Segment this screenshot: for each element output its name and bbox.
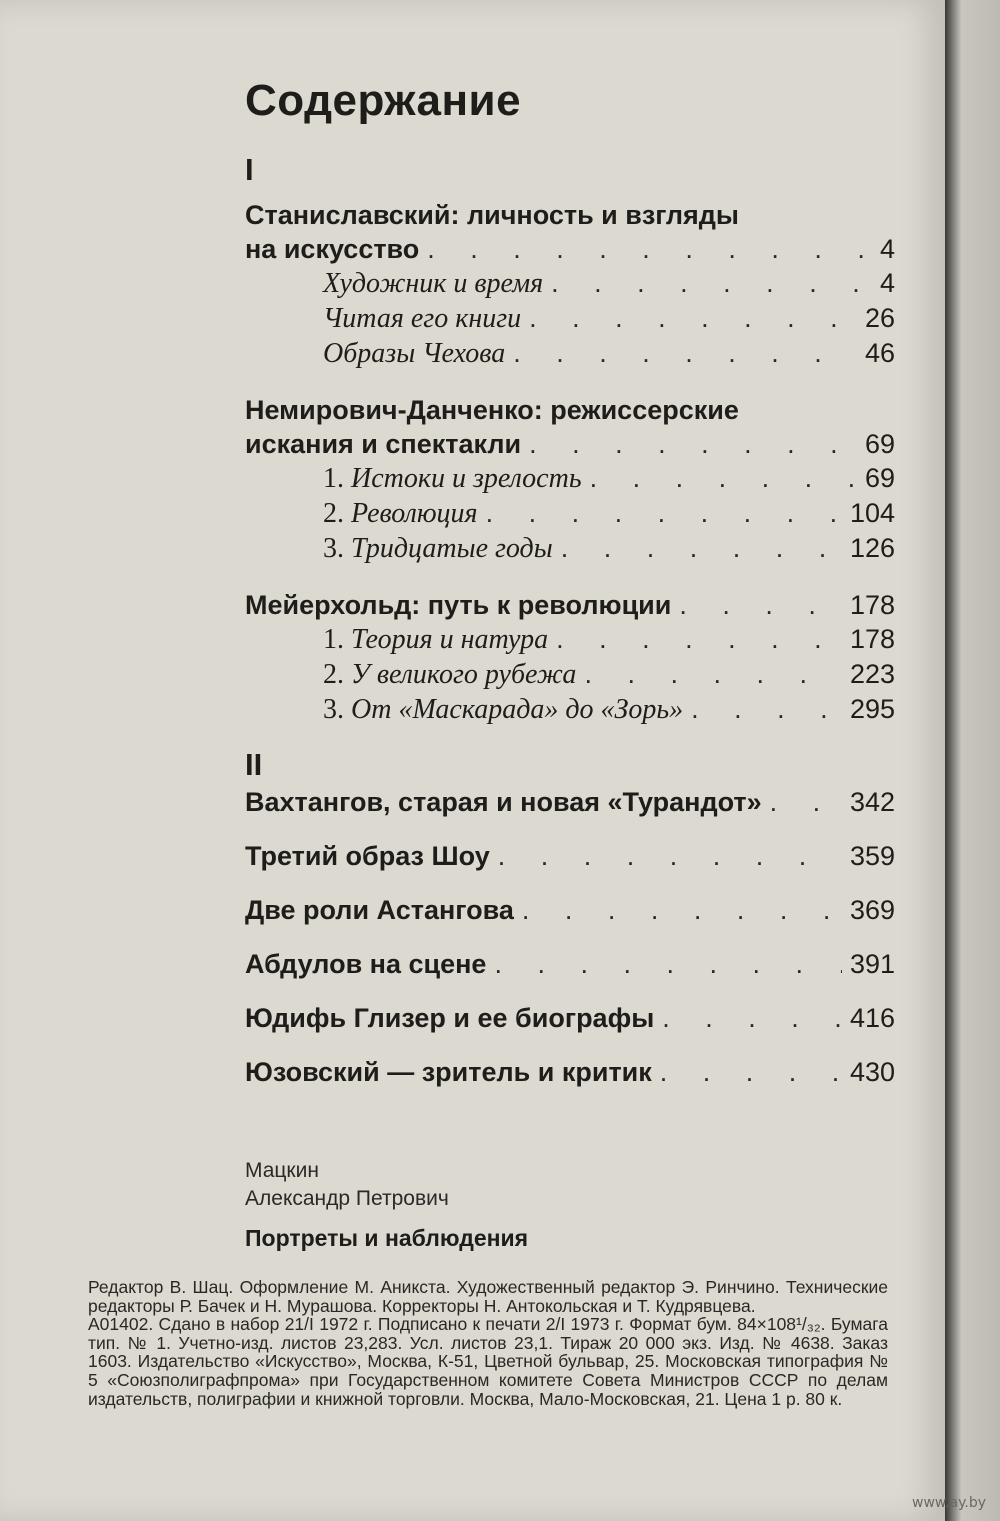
toc-page-number: 391 <box>849 949 895 979</box>
toc-entry-number: 1. <box>323 463 344 494</box>
toc-entry-title: Юдифь Глизер и ее биографы <box>245 1003 655 1033</box>
toc-page-number: 359 <box>849 841 895 871</box>
toc-entry-title: Истоки и зрелость <box>351 463 582 494</box>
leader-dots <box>529 301 857 335</box>
leader-dots <box>513 336 857 370</box>
toc-entry-number: 3. <box>323 694 344 725</box>
toc-page-number: 126 <box>849 533 895 563</box>
leader-dots <box>556 622 842 656</box>
toc-entry-title: Третий образ Шоу <box>245 841 490 871</box>
colophon <box>245 1157 895 1253</box>
toc-section-nemirovich <box>245 393 895 566</box>
leader-dots <box>561 531 842 565</box>
toc-page-number: 4 <box>879 234 895 264</box>
toc-entry-title: Мейерхольд: путь к революции <box>245 590 672 620</box>
author-surname: Мацкин <box>245 1159 319 1182</box>
toc-entry-number: 3. <box>323 533 344 564</box>
leader-dots <box>660 1055 842 1089</box>
toc-section-stanislavsky <box>245 198 895 371</box>
toc-entry-title: От «Маскарада» до «Зорь» <box>351 694 684 725</box>
leader-dots <box>662 1001 842 1035</box>
toc-subentry <box>245 622 895 657</box>
toc-entry-number: 2. <box>323 498 344 529</box>
toc-entry <box>245 839 895 873</box>
toc-page-number: 223 <box>849 659 895 689</box>
toc-entry <box>245 588 895 622</box>
toc-page-number: 416 <box>849 1003 895 1033</box>
toc-page-number: 4 <box>879 268 895 298</box>
toc-entry-title: Революция <box>351 498 478 529</box>
toc-entry <box>245 1001 895 1035</box>
toc-page-number: 342 <box>849 787 895 817</box>
toc-entry-title: на искусство <box>245 234 420 264</box>
leader-dots <box>590 461 857 495</box>
toc-entry <box>245 893 895 927</box>
toc-page-number: 430 <box>849 1057 895 1087</box>
toc-page-number: 295 <box>849 694 895 724</box>
site-watermark: www.ay.by <box>912 1495 987 1511</box>
toc-subentry <box>245 266 895 301</box>
part-heading-i: I <box>245 152 254 187</box>
toc-section-heading: Немирович-Данченко: режиссерские <box>245 395 739 425</box>
toc-entry-title: Абдулов на сцене <box>245 949 487 979</box>
leader-dots <box>551 266 872 300</box>
toc-subentry <box>245 657 895 692</box>
toc-section-heading: Станиславский: личность и взгляды <box>245 200 739 230</box>
toc-entry <box>245 427 895 461</box>
imprint-block <box>88 1278 888 1408</box>
toc-page-number: 69 <box>864 429 895 459</box>
toc-subentry <box>245 531 895 566</box>
leader-dots <box>522 893 842 927</box>
leader-dots <box>584 657 842 691</box>
toc-entry <box>245 1055 895 1089</box>
toc-entry-title: Вахтангов, старая и новая «Турандот» <box>245 787 762 817</box>
toc-subentry <box>245 336 895 371</box>
leader-dots <box>770 785 842 819</box>
toc-entry-title: Юзовский — зритель и критик <box>245 1057 652 1087</box>
toc-entry-title: Художник и время <box>323 268 544 299</box>
leader-dots <box>498 839 842 873</box>
toc-page-number: 46 <box>864 338 895 368</box>
leader-dots <box>427 232 872 266</box>
toc-page-number: 104 <box>849 498 895 528</box>
toc-entry-number: 2. <box>323 659 344 690</box>
toc-subentry <box>245 692 895 727</box>
toc-page-number: 369 <box>849 895 895 925</box>
book-title: Портреты и наблюдения <box>245 1225 529 1251</box>
toc-page-number: 178 <box>849 624 895 654</box>
leader-dots <box>529 427 857 461</box>
toc-page-number: 69 <box>864 463 895 493</box>
toc-entry <box>245 785 895 819</box>
toc-part-ii <box>245 785 895 1089</box>
toc-entry-number: 1. <box>323 624 344 655</box>
toc-entry-title: Образы Чехова <box>323 338 506 369</box>
toc-entry <box>245 232 895 266</box>
toc-entry-title: У великого рубежа <box>351 659 577 690</box>
imprint-credits: Редактор В. Шац. Оформление М. Аникста. Художественный редактор Э. Ринчино. Технические редакторы Р. Бачек и Н. Мурашова. Корректоры Н. Антокольская и Т. Кудрявцева. <box>88 1277 888 1316</box>
part-heading-ii: II <box>245 747 263 782</box>
page-title: Содержание <box>245 76 522 125</box>
leader-dots <box>494 947 841 981</box>
toc-subentry <box>245 461 895 496</box>
toc-subentry <box>245 301 895 336</box>
author-name: Александр Петрович <box>245 1187 449 1210</box>
page-edge <box>945 0 1000 1521</box>
leader-dots <box>691 692 842 726</box>
toc-subentry <box>245 496 895 531</box>
toc-page-number: 178 <box>849 590 895 620</box>
toc-entry-title: искания и спектакли <box>245 429 522 459</box>
toc-entry-title: Теория и натура <box>351 624 549 655</box>
imprint-publication-data: А01402. Сдано в набор 21/I 1972 г. Подписано к печати 2/I 1973 г. Формат бум. 84×108¹/₃₂. Бумага тип. № 1. Учетно-изд. листов 23,283. Усл. листов 23,1. Тираж 20 000 экз. Изд. № 4638. Заказ 1603. Издательство «Искусство», Москва, К-51, Цветной бульвар, 25. Московская типография № 5 «Союзполиграфпрома» при Государственном комитете Совета Министров СССР по делам издательств, полиграфии и книжной торговли. Москва, Мало-Московская, 21. Цена 1 р. 80 к. <box>88 1314 888 1409</box>
leader-dots <box>679 588 842 622</box>
leader-dots <box>486 496 842 530</box>
toc-section-meyerhold <box>245 588 895 727</box>
toc-entry-title: Тридцатые годы <box>351 533 553 564</box>
toc-entry-title: Две роли Астангова <box>245 895 514 925</box>
table-of-contents <box>245 70 895 1089</box>
toc-entry <box>245 947 895 981</box>
toc-entry-title: Читая его книги <box>323 303 522 334</box>
toc-page-number: 26 <box>864 303 895 333</box>
